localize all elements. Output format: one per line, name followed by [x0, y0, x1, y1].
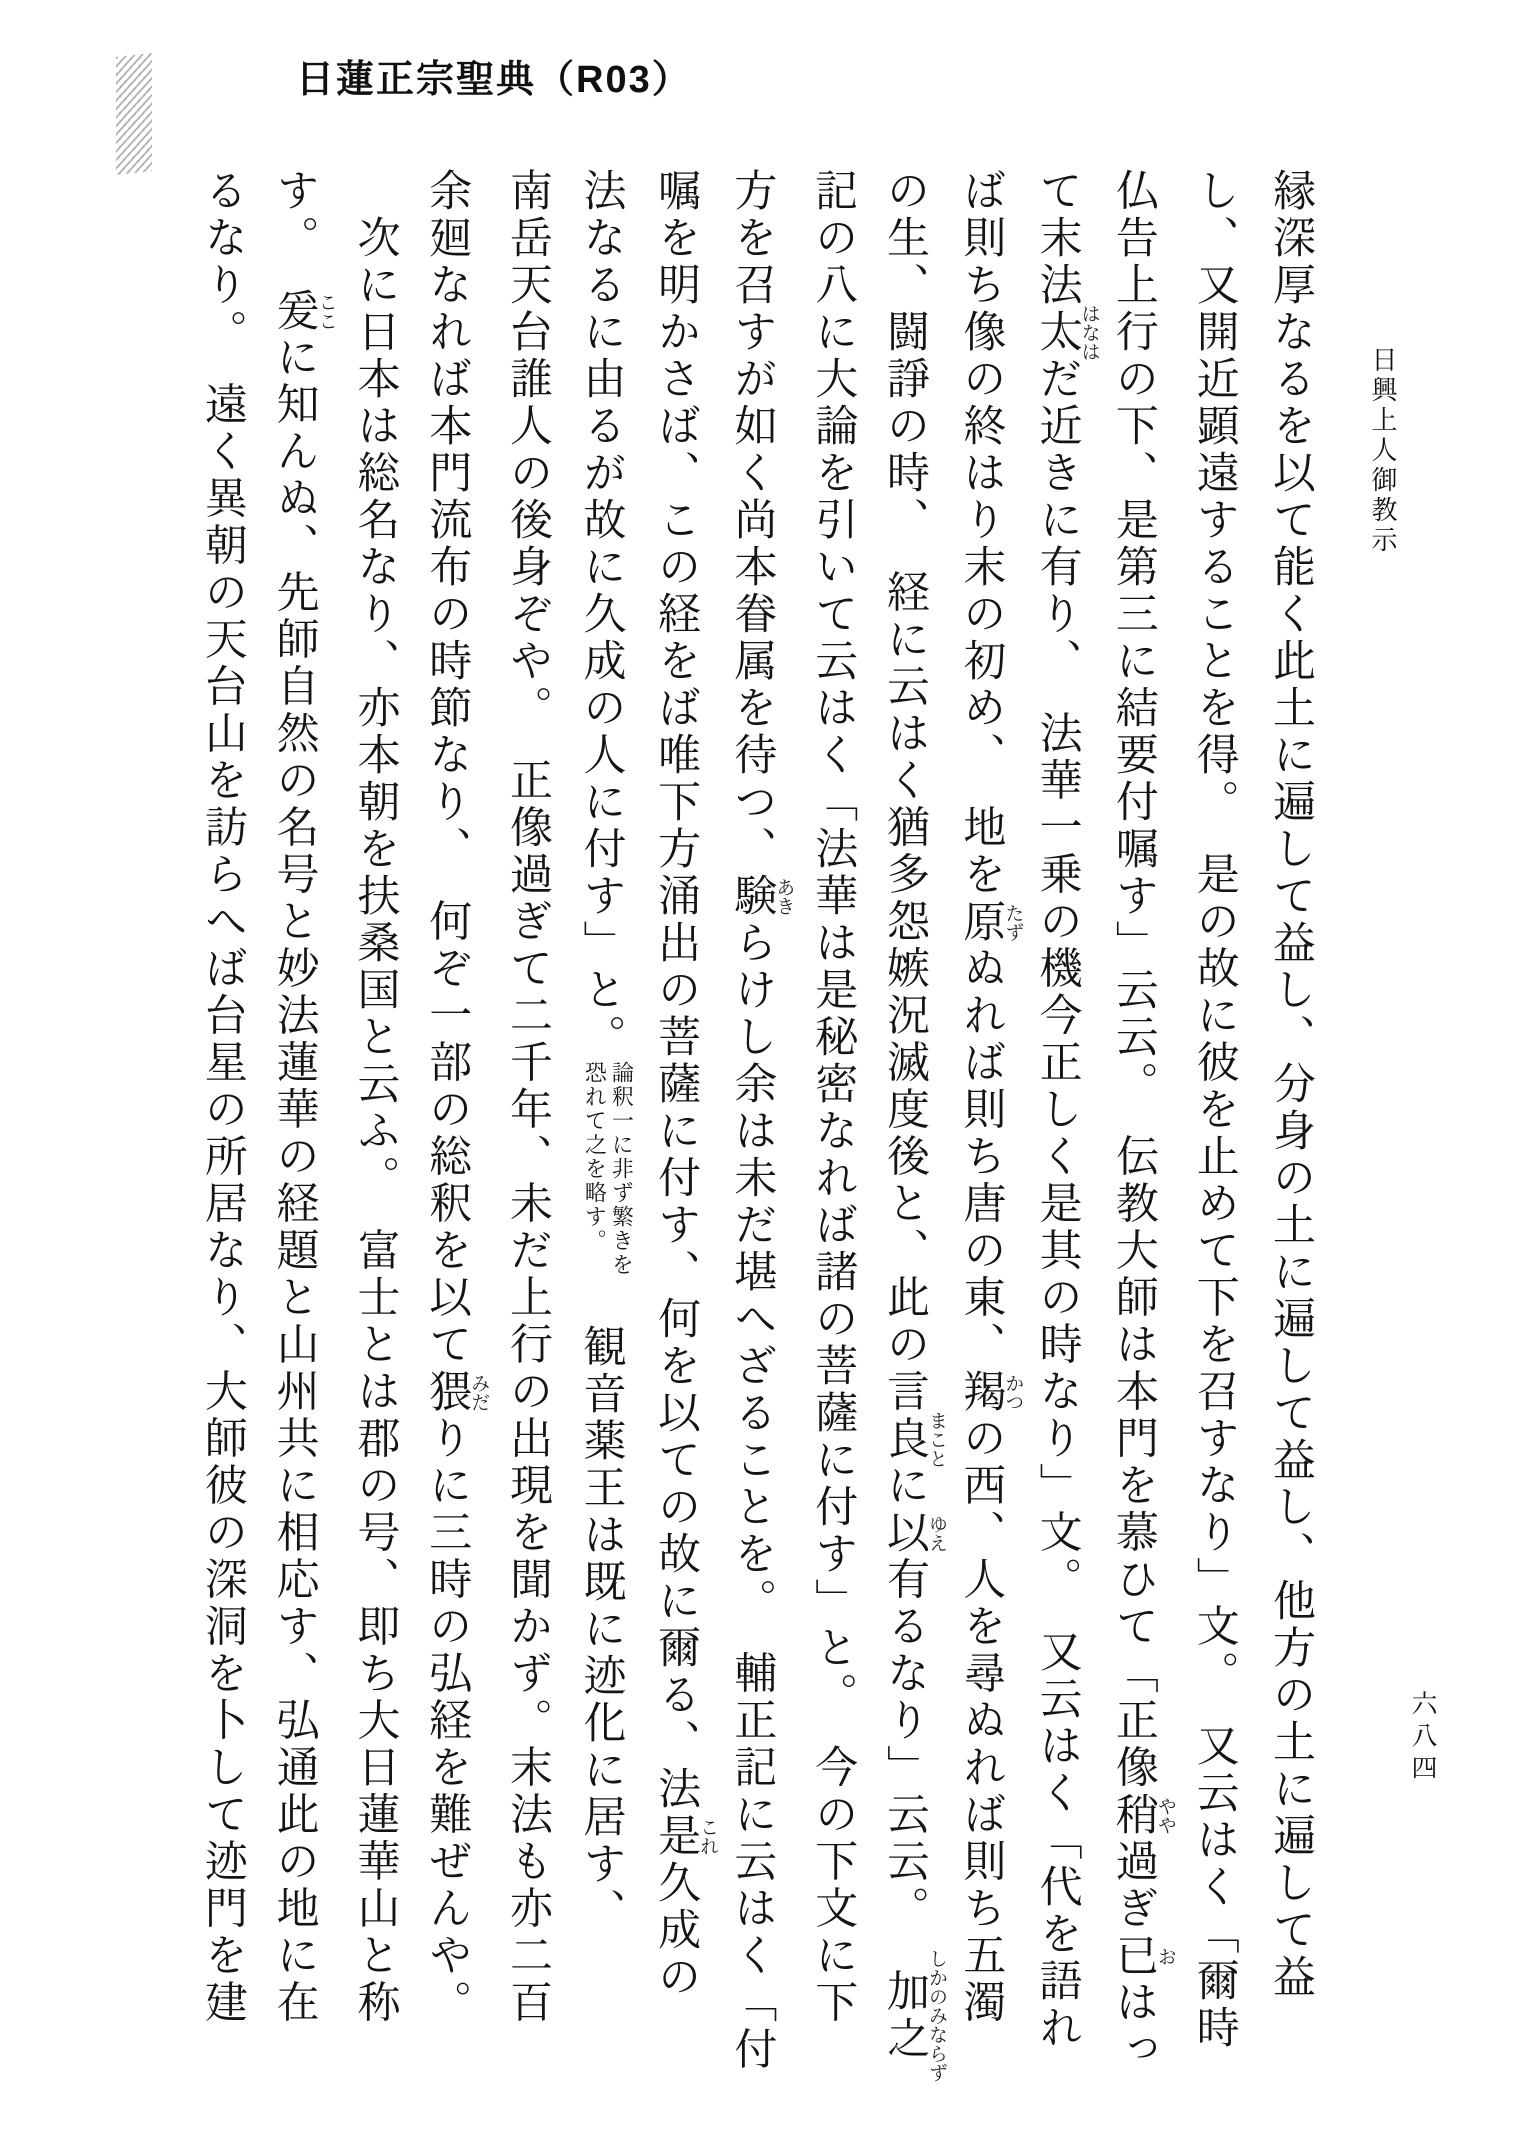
- warichu-note-line: 論釈一に非ず繁きを: [609, 1061, 635, 1277]
- text-column: [1252, 168, 1328, 2112]
- ruby-annotated-text: 加之しかのみならず: [881, 1949, 948, 2082]
- ruby-annotated-text: 猥みだ: [423, 1368, 490, 1416]
- text-run: ば則ち像の終はり末の初め、 地を: [957, 168, 1005, 899]
- text-run: 次に日本は総名なり、亦本朝を扶桑国と云ふ。 富士とは郡の号、即ち大日蓮華山と称: [351, 168, 399, 2027]
- text-run: りに三時の弘経を難ぜんや。: [423, 1415, 471, 2027]
- text-column: [260, 168, 336, 2112]
- book-title-header: 日蓮正宗聖典（R03）: [296, 59, 692, 101]
- section-side-label: 日興上人御教示: [1368, 346, 1397, 556]
- text-run: の西、人を尋ぬれば則ち五濁: [957, 1415, 1005, 2027]
- ruby-annotated-text: 已お: [1109, 1932, 1176, 1980]
- ruby-annotated-text: 是これ: [652, 1813, 719, 1860]
- text-column: [1175, 168, 1251, 2112]
- text-column: [489, 168, 565, 2112]
- text-run: るなり。 遠く異朝の天台山を訪らへば台星の所居なり、大師彼の深洞を卜して迹門を建: [198, 168, 246, 2027]
- warichu-note-line: 恐れて之を略す。: [582, 1061, 608, 1253]
- text-column: [794, 168, 870, 2112]
- ruby-annotated-text: 良まこと: [881, 1410, 948, 1468]
- scan-artifact: [116, 53, 152, 175]
- text-run: に: [881, 1462, 929, 1510]
- ruby-annotated-text: 験あき: [728, 873, 795, 920]
- page-number: 六八四: [1408, 1690, 1437, 1786]
- text-run: はっ: [1109, 1979, 1157, 2074]
- ruby-annotated-text: 太はなは: [1033, 304, 1100, 361]
- text-run: て末法: [1033, 168, 1081, 309]
- text-run: らけし余は未だ堪へざることを。 輔正記に云はく「付: [728, 920, 776, 2074]
- text-run: 余廻なれば本門流布の時節なり、 何ぞ一部の総釈を以て: [423, 168, 471, 1369]
- text-run: 過ぎ: [1109, 1838, 1157, 1933]
- text-column: [336, 168, 412, 2112]
- text-run: 嘱を明かさば、この経をば唯下方涌出の菩薩に付す、何を以ての故に爾る、法: [652, 168, 700, 1813]
- text-column: [1023, 168, 1099, 2112]
- text-column: [1099, 168, 1175, 2112]
- text-run: し、又開近顕遠することを得。 是の故に彼を止めて下を召すなり」文。 又云はく「爾時: [1190, 168, 1238, 2052]
- text-run: 縁深厚なるを以て能く此土に遍して益し、分身の土に遍して益し、他方の土に遍して益: [1267, 168, 1314, 2001]
- text-column: [718, 168, 794, 2112]
- text-run: に知んぬ、先師自然の名号と妙法蓮華の経題と山州共に相応す、弘通此の地に在: [270, 334, 318, 2027]
- text-run: 有るなり」云云。: [881, 1556, 929, 1958]
- text-block: [184, 168, 1328, 2112]
- text-column: [641, 168, 717, 2112]
- text-run: 法なるに由るが故に久成の人に付す」と。: [577, 168, 625, 1061]
- ruby-annotated-text: 以ゆえ: [881, 1509, 948, 1557]
- text-column: [412, 168, 488, 2112]
- ruby-annotated-text: 爰ここ: [270, 287, 337, 335]
- text-run: ぬれば則ち唐の東、: [957, 945, 1005, 1369]
- text-column: [947, 168, 1023, 2112]
- text-column: [565, 168, 641, 2112]
- text-run: の生、闘諍の時、 経に云はく猶多怨嫉況滅度後と、此の言: [881, 168, 929, 1416]
- text-column: [870, 168, 946, 2112]
- text-run: 仏告上行の下、是第三に結要付嘱す」云云。 伝教大師は本門を慕ひて「正像: [1109, 168, 1157, 1792]
- warichu-note: [581, 1061, 635, 1277]
- text-run: す。: [270, 168, 318, 288]
- text-run: 方を召すが如く尚本眷属を待つ、: [728, 168, 776, 873]
- text-run: 観音薬王は既に迹化に居す、: [577, 1277, 625, 1935]
- text-run: 記の八に大論を引いて云はく「法華は是秘密なれば諸の菩薩に付す」と。 今の下文に下: [809, 168, 857, 2027]
- ruby-annotated-text: 稍やや: [1109, 1791, 1176, 1839]
- ruby-annotated-text: 羯かつ: [957, 1368, 1024, 1416]
- ruby-annotated-text: 原たず: [957, 898, 1024, 946]
- text-run: 久成の: [652, 1860, 700, 2001]
- text-run: 南岳天台誰人の後身ぞや。 正像過ぎて二千年、未だ上行の出現を聞かず。末法も亦二百: [504, 168, 552, 2027]
- text-run: だ近きに有り、 法華一乗の機今正しく是其の時なり」文。 又云はく「代を語れ: [1033, 356, 1081, 2052]
- text-column: [184, 168, 260, 2112]
